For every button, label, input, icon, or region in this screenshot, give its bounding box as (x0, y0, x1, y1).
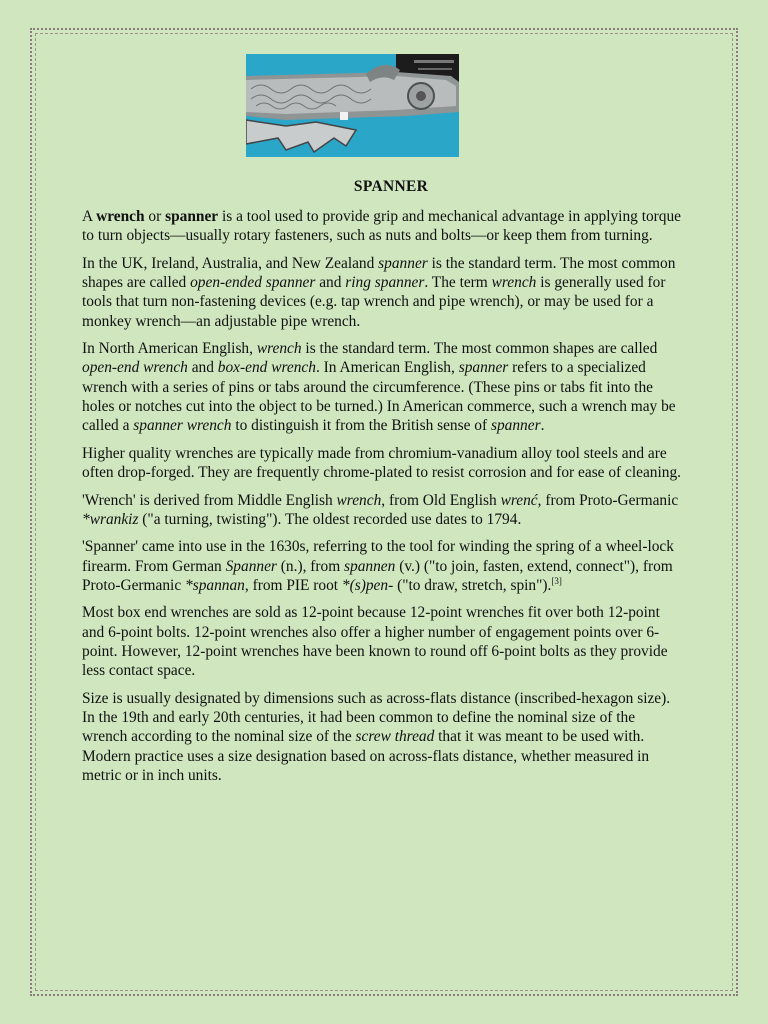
paragraph-definition: A wrench or spanner is a tool used to provide grip and mechanical advantage in applying torque to turn objects—usually rotary fasteners, such as nuts and bolts—or keep them from turning. (82, 208, 682, 245)
paragraph-box-end: Most box end wrenches are sold as 12-point because 12-point wrenches fit over both 12-point and 6-point bolts. 12-point wrenches also offer a higher number of engagement points over 6-point. However, 12-point wrenches have been known to round off 6-point bolts as they provide less contact space. (82, 604, 668, 680)
paragraph-spanner-etymology: 'Spanner' came into use in the 1630s, referring to the tool for winding the spring of a wheel-lock firearm. From German Spanner (n.), from spannen (v.) ("to join, fasten, extend, connect"), from Proto-Germanic *spannan, from PIE root *(s)pen- ("to draw, stretch, spin").[3] (82, 538, 674, 594)
paragraph-uk-usage: In the UK, Ireland, Australia, and New Zealand spanner is the standard term. The most common shapes are called open-ended spanner and ring spanner. The term wrench is generally used for tools that turn non-fastening devices (e.g. tap wrench and pipe wrench), or may be used for a monkey wrench—an adjustable pipe wrench. (82, 254, 676, 330)
document-body (82, 207, 682, 794)
paragraph-us-usage: In North American English, wrench is the standard term. The most common shapes are called open-end wrench and box-end wrench. In American English, spanner refers to a specialized wrench with a series of pins or tabs around the circumference. (These pins or tabs fit into the holes or notches cut into the object to be turned.) In American commerce, such a wrench may be called a spanner wrench to distinguish it from the British sense of spanner. (82, 340, 676, 435)
engraved-firearm-lock-icon (246, 54, 459, 157)
firearm-lock-image (246, 54, 459, 157)
paragraph-wrench-etymology: 'Wrench' is derived from Middle English wrench, from Old English wrenć, from Proto-Germanic *wrankiz ("a turning, twisting"). The oldest recorded use dates to 1794. (82, 491, 679, 528)
paragraph-materials: Higher quality wrenches are typically made from chromium-vanadium alloy tool steels and are often drop-forged. They are frequently chrome-plated to resist corrosion and for ease of cleaning. (82, 444, 682, 482)
paragraph-sizing: Size is usually designated by dimensions such as across-flats distance (inscribed-hexagon size). In the 19th and early 20th centuries, it had been common to define the nominal size of the wrench according to the nominal size of the screw thread that it was meant to be used with. Modern practice uses a size designation based on across-flats distance, whether measured in metric or in inch units. (82, 689, 671, 785)
document-title: SPANNER (353, 178, 429, 195)
citation-link[interactable]: [3] (551, 575, 562, 586)
